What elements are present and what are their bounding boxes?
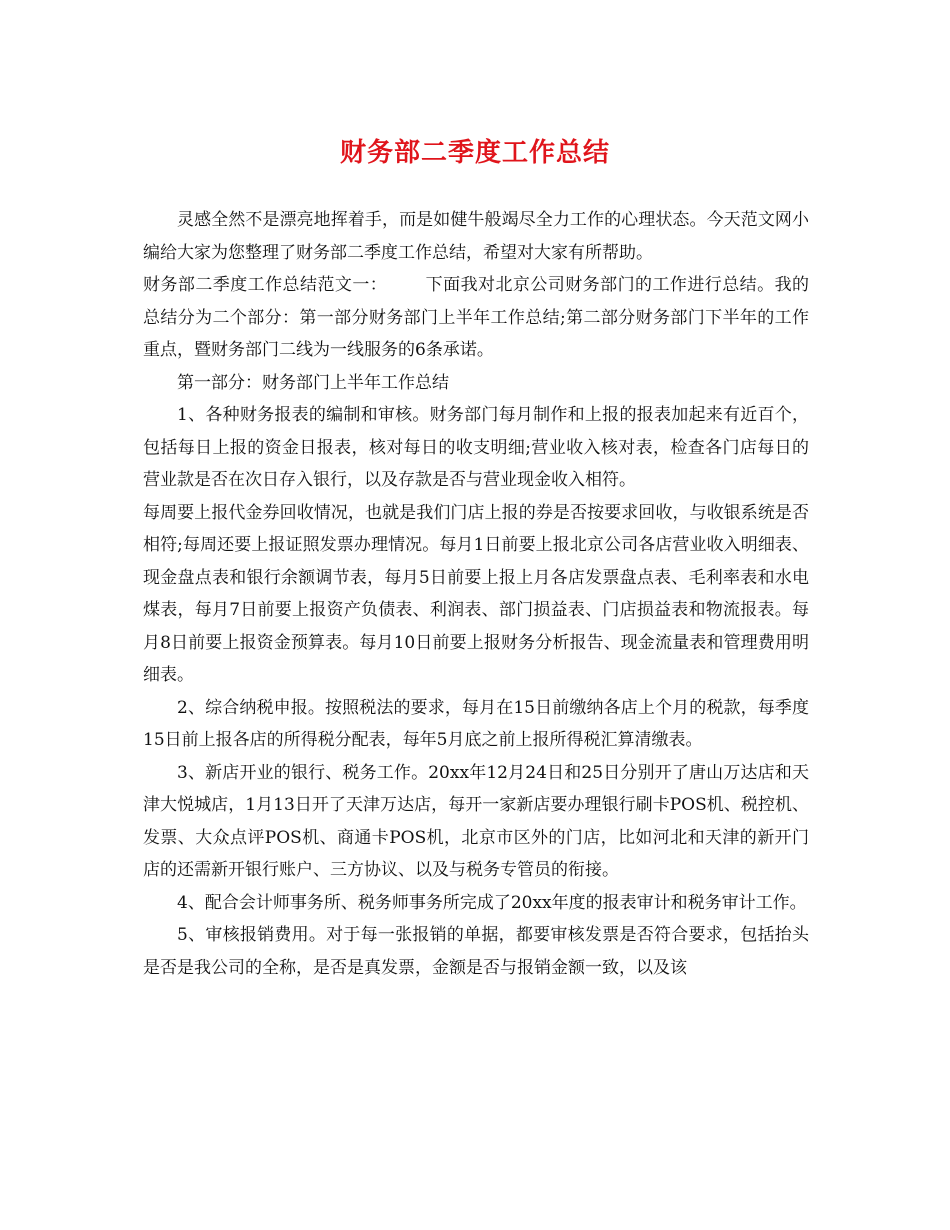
intro-paragraph: 灵感全然不是漂亮地挥着手，而是如健牛般竭尽全力工作的心理状态。今天范文网小编给大家为您整理了财务部二季度工作总结，希望对大家有所帮助。: [143, 210, 809, 263]
item4-paragraph: 4、配合会计师事务所、税务师事务所完成了20xx年度的报表审计和税务审计工作。: [177, 892, 807, 913]
document-title: 财务部二季度工作总结: [339, 138, 610, 168]
sample-heading: 财务部二季度工作总结范文一：: [143, 275, 388, 295]
sample-paragraph: [143, 269, 809, 367]
item1-paragraph: 1、各种财务报表的编制和审核。财务部门每月制作和上报的报表加起来有近百个，包括每日上报的资金日报表，核对每日的收支明细;营业收入核对表，检查各门店每日的营业款是否在次日存入银行，以及存款是否与营业现金收入相符。: [143, 405, 809, 490]
item5-paragraph: 5、审核报销费用。对于每一张报销的单据，都要审核发票是否符合要求，包括抬头是否是我公司的全称，是否是真发票，金额是否与报销金额一致，以及该: [143, 925, 809, 978]
item3-paragraph: 3、新店开业的银行、税务工作。20xx年12月24日和25日分别开了唐山万达店和天津大悦城店，1月13日开了天津万达店，每开一家新店要办理银行刷卡POS机、税控机、发票、大众点评POS机、商通卡POS机，北京市区外的门店，比如河北和天津的新开门店的还需新开银行账户、三方协议、以及与税务专管员的衔接。: [143, 762, 809, 880]
item1-continued-paragraph: 每周要上报代金券回收情况，也就是我们门店上报的券是否按要求回收，与收银系统是否相符;每周还要上报证照发票办理情况。每月1日前要上报北京公司各店营业收入明细表、现金盘点表和银行余额调节表，每月5日前要上报上月各店发票盘点表、毛利率表和水电煤表，每月7日前要上报资产负债表、利润表、部门损益表、门店损益表和物流报表。每月8日前要上报资金预算表。每月10日前要上报财务分析报告、现金流量表和管理费用明细表。: [143, 502, 809, 685]
document-body: [143, 204, 809, 984]
sample-text: 下面我对北京公司财务部门的工作进行总结。我的总结分为二个部分：第一部分财务部门上半年工作总结;第二部分财务部门下半年的工作重点，暨财务部门二线为一线服务的6条承诺。: [143, 275, 810, 360]
part1-heading: 第一部分：财务部门上半年工作总结: [177, 372, 449, 393]
item2-paragraph: 2、综合纳税申报。按照税法的要求，每月在15日前缴纳各店上个月的税款，每季度15日前上报各店的所得税分配表，每年5月底之前上报所得税汇算清缴表。: [143, 697, 809, 750]
